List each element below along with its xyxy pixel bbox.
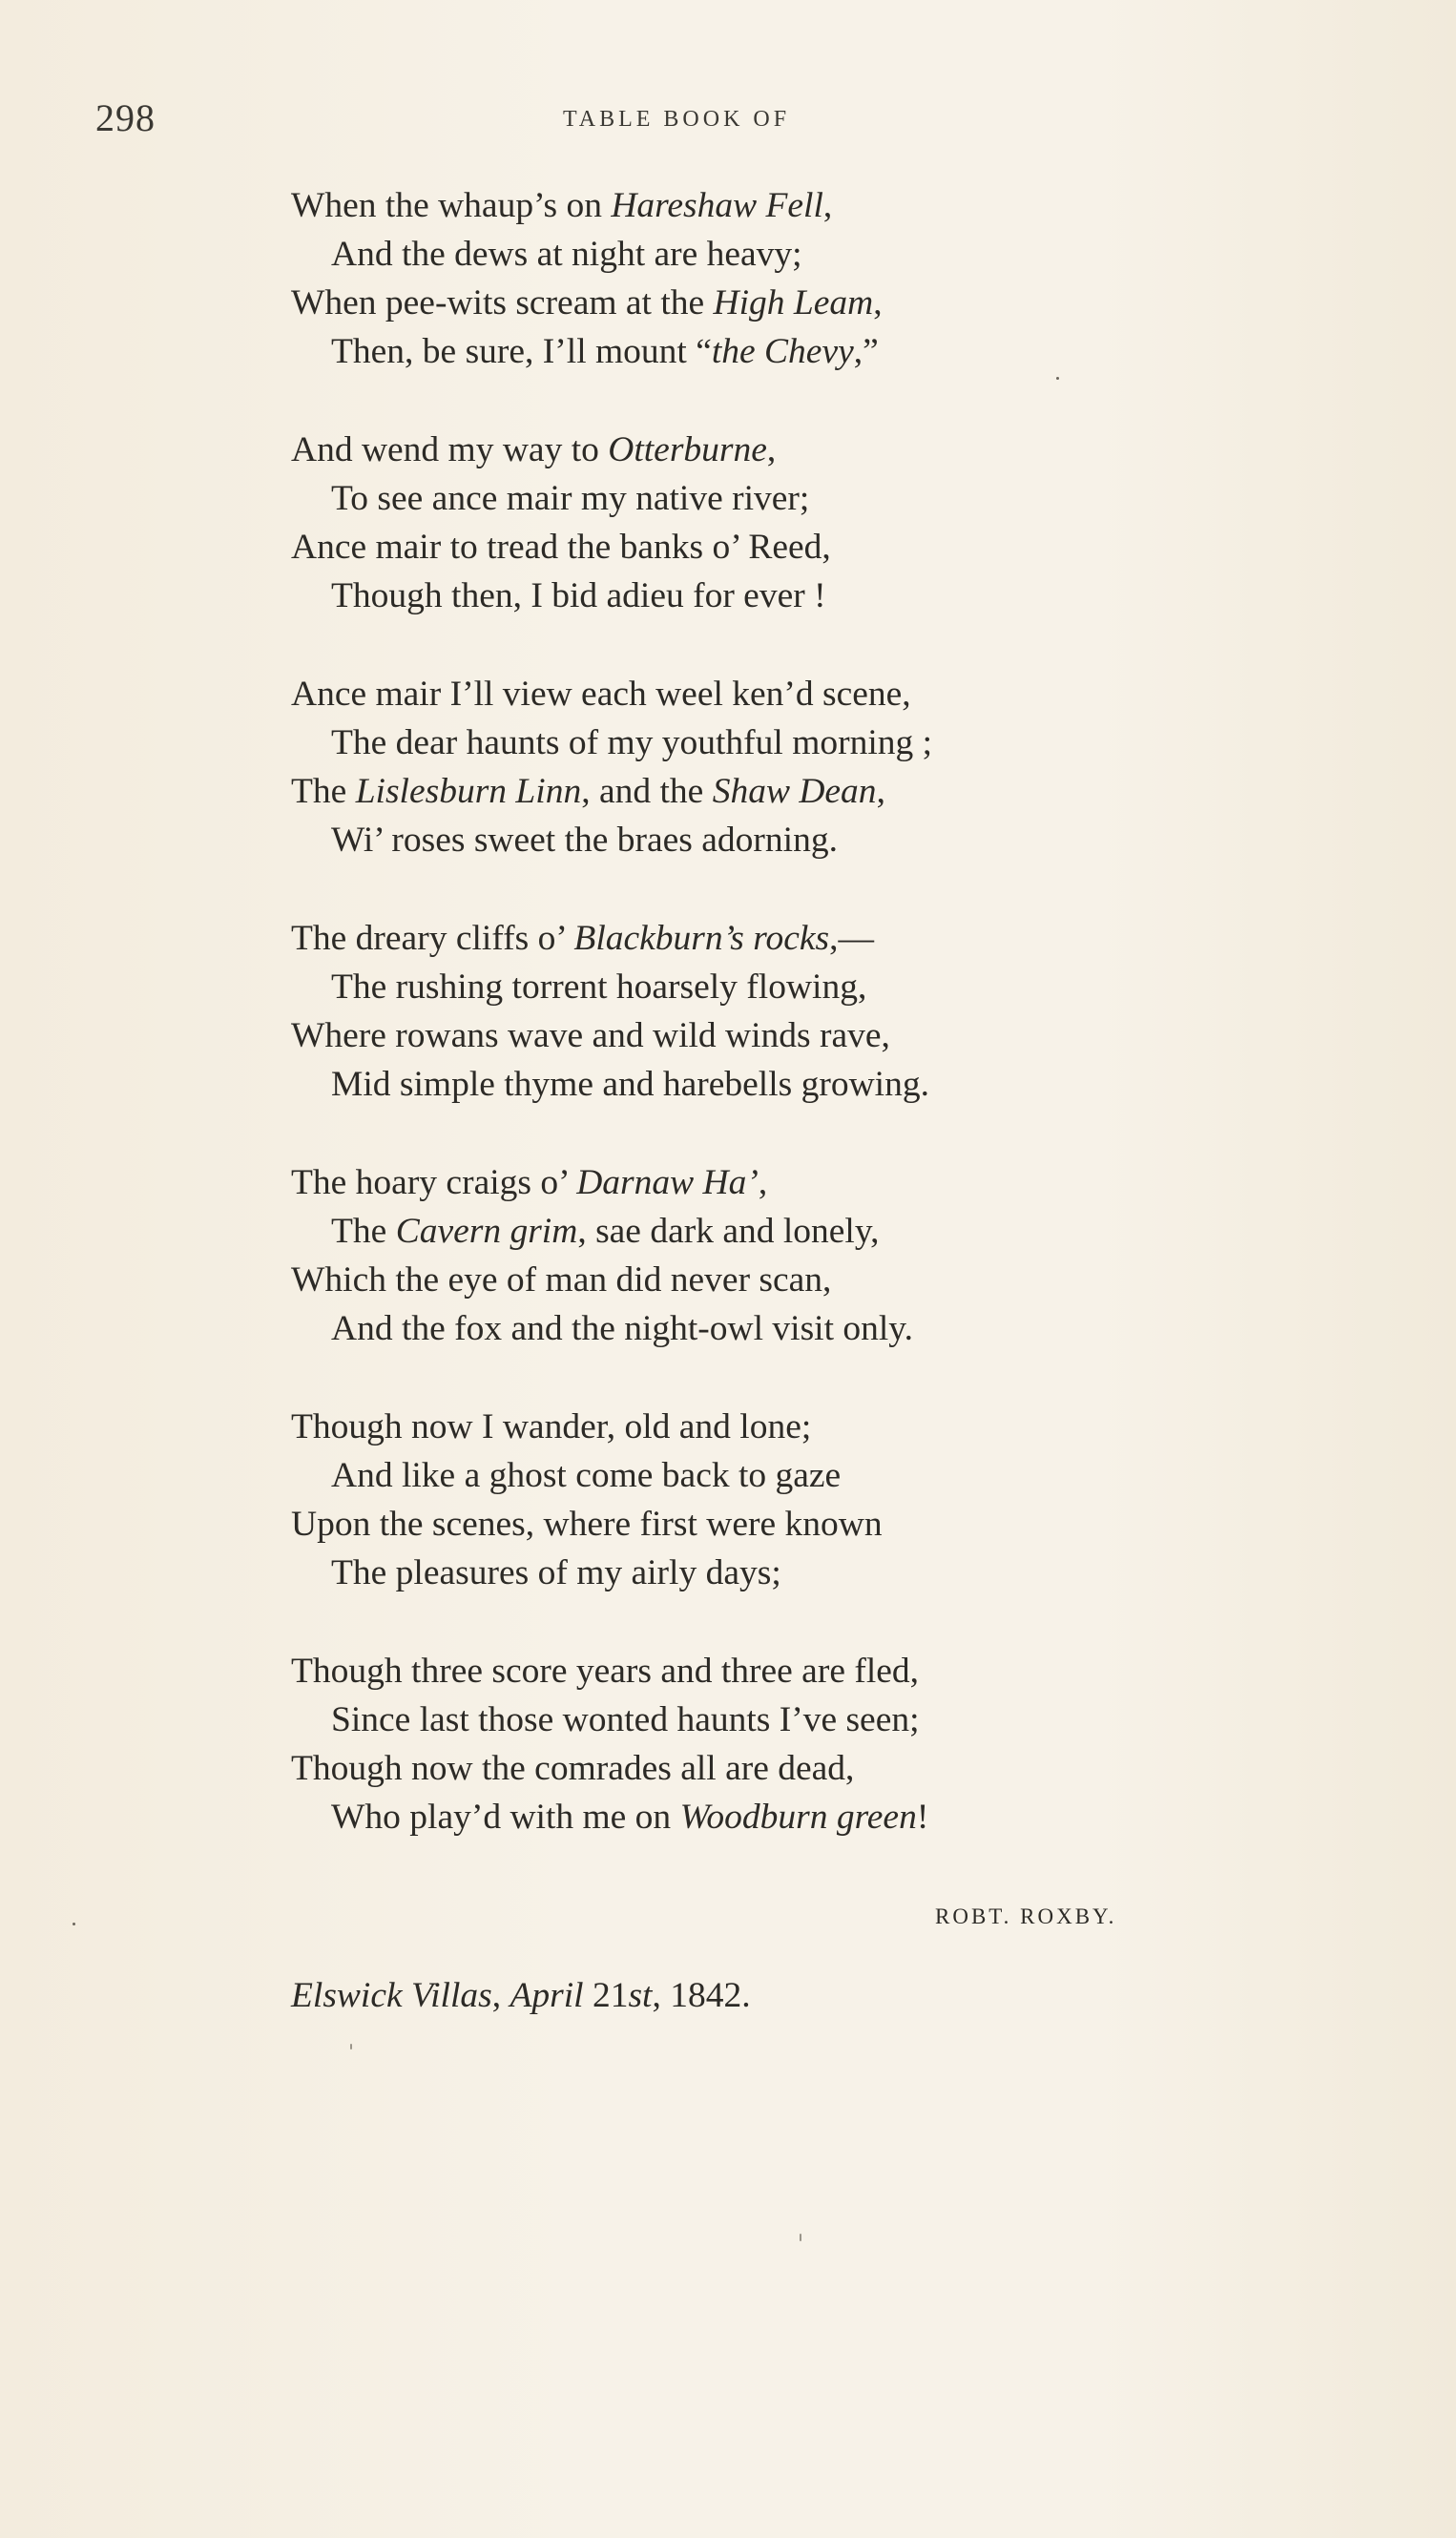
ink-speck [73, 1923, 75, 1925]
poem-line: Mid simple thyme and harebells growing. [331, 1065, 929, 1104]
ink-speck [1056, 377, 1059, 380]
place-name: Shaw Dean [712, 772, 877, 811]
stanza [291, 1158, 1245, 1353]
poem-line: The dear haunts of my youthful morning ; [331, 723, 933, 762]
poem-line: Though now I wander, old and lone; [291, 1407, 812, 1446]
poem-line: Then, be sure, I’ll mount “the Chevy,” [331, 332, 879, 371]
place-name: Woodburn green [679, 1798, 917, 1837]
place-name: High Leam [713, 283, 874, 322]
place-name: Otterburne [608, 430, 767, 469]
place-name: Blackburn’s rocks [573, 919, 830, 958]
poem-line: Since last those wonted haunts I’ve seen; [331, 1700, 920, 1739]
stanza [291, 670, 1245, 864]
poem-line: The rushing torrent hoarsely flowing, [331, 967, 867, 1007]
stanza [291, 426, 1245, 620]
dateline-day-suffix: st [628, 1976, 653, 2015]
poem-line: Though three score years and three are fled, [291, 1652, 920, 1691]
poem-line: Where rowans wave and wild winds rave, [291, 1016, 890, 1055]
dateline: Elswick Villas, April 21st, 1842. [291, 1976, 751, 2015]
poem-line: And the dews at night are heavy; [331, 235, 802, 274]
stanza [291, 181, 1245, 376]
stanza [291, 914, 1245, 1109]
poem-line: Which the eye of man did never scan, [291, 1260, 832, 1300]
page-header [95, 95, 1174, 153]
dateline-place: Elswick Villas [291, 1976, 492, 2015]
ink-speck [350, 2044, 352, 2049]
poem-line: Who play’d with me on Woodburn green! [331, 1798, 929, 1837]
place-name: Cavern grim [395, 1212, 578, 1251]
poem-line: Wi’ roses sweet the braes adorning. [331, 821, 838, 860]
place-name: Hareshaw Fell [611, 186, 823, 225]
stanza [291, 1403, 1245, 1597]
poem-line: The Cavern grim, sae dark and lonely, [331, 1212, 880, 1251]
poem-line: The Lislesburn Linn, and the Shaw Dean, [291, 772, 885, 811]
poem-line: Though then, I bid adieu for ever ! [331, 576, 826, 615]
author-signature: ROBT. ROXBY. [935, 1904, 1117, 1928]
poem-line: The pleasures of my airly days; [331, 1553, 781, 1592]
running-head: TABLE BOOK OF [563, 107, 791, 132]
poem-line: Though now the comrades all are dead, [291, 1749, 855, 1788]
poem-line: Ance mair I’ll view each weel ken’d scene, [291, 675, 911, 714]
dateline-month: April [510, 1976, 584, 2015]
poem-line: When pee-wits scream at the High Leam, [291, 283, 883, 322]
poem-line: Upon the scenes, where first were known [291, 1505, 883, 1544]
page-number: 298 [95, 96, 156, 139]
poem-line: And like a ghost come back to gaze [331, 1456, 842, 1495]
ink-speck [800, 2234, 801, 2241]
place-name: Darnaw Ha’ [576, 1163, 759, 1202]
stanza [291, 1647, 1245, 1841]
poem [291, 181, 1245, 1891]
place-name: Lislesburn Linn [355, 772, 582, 811]
poem-line: When the whaup’s on Hareshaw Fell, [291, 186, 833, 225]
poem-line: Ance mair to tread the banks o’ Reed, [291, 528, 831, 567]
horse-name: the Chevy [711, 332, 854, 371]
poem-line: And the fox and the night-owl visit only. [331, 1309, 913, 1348]
poem-line: The hoary craigs o’ Darnaw Ha’, [291, 1163, 768, 1202]
poem-line: To see ance mair my native river; [331, 479, 810, 518]
poem-line: The dreary cliffs o’ Blackburn’s rocks,— [291, 919, 874, 958]
poem-line: And wend my way to Otterburne, [291, 430, 777, 469]
